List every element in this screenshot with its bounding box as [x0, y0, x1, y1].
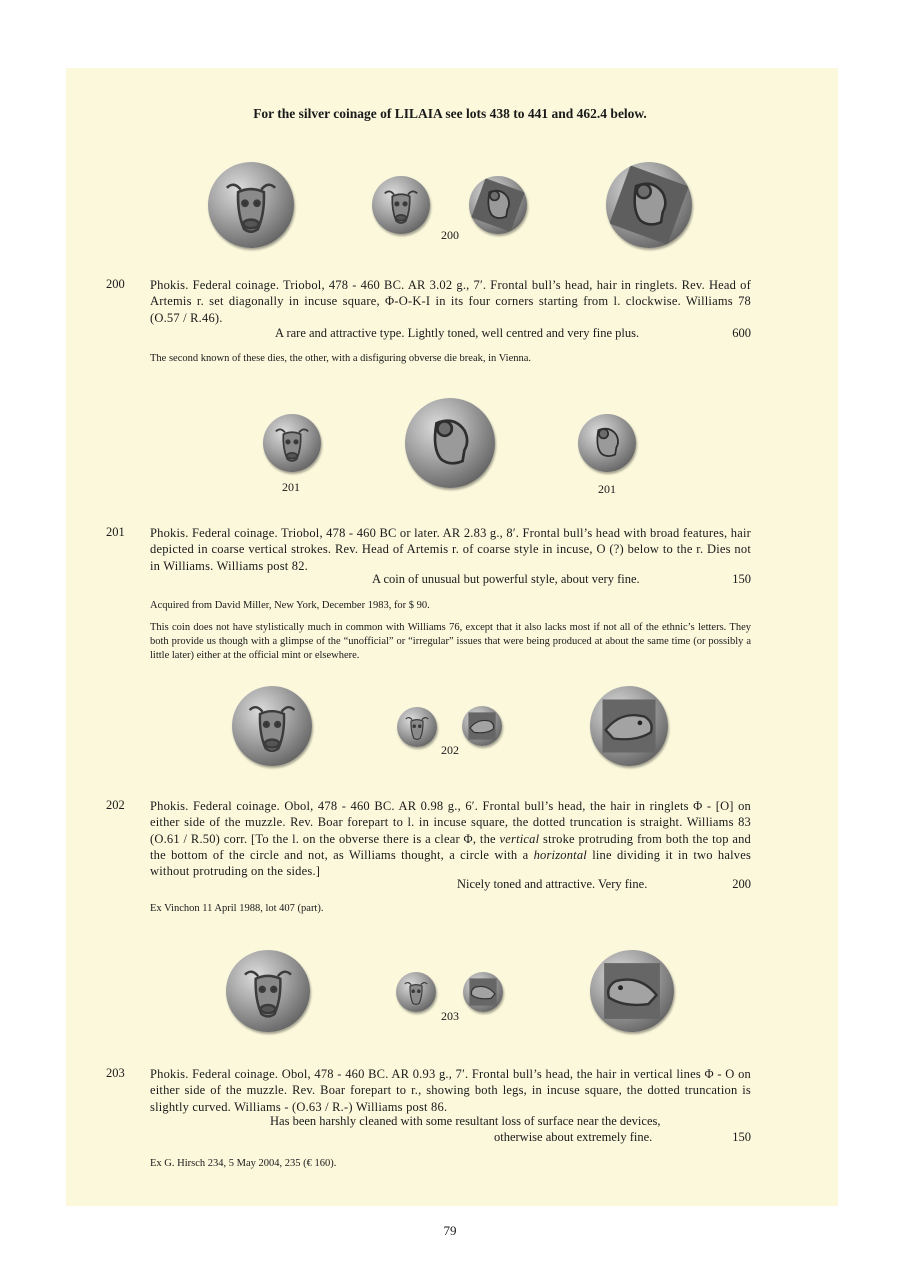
coin-image-bull-head — [397, 707, 437, 747]
image-lot-label: 201 — [598, 482, 616, 496]
lot-note: Ex G. Hirsch 234, 5 May 2004, 235 (€ 160). — [150, 1158, 337, 1169]
lot-note: Acquired from David Miller, New York, December 1983, for $ 90. — [150, 600, 430, 611]
lot-note: The second known of these dies, the other, with a disfiguring obverse die break, in Vienna. — [150, 353, 532, 364]
coin-image-bull-head — [232, 686, 312, 766]
lot-verdict: A coin of unusual but powerful style, about very fine. — [372, 572, 640, 586]
lot-description-part: Phokis. Federal coinage. Obol, 478 - 460 BC. AR 0.98 g., 6′. Frontal bull’s head, the hair in ringlets Φ - [O] on either side of the muzzle. Rev. Boar forepart to l. in incuse square, the dotted truncation is straight. Williams 83 (O.61 / R.50) corr. [To the l. on the obverse there is a clear Φ, the — [150, 799, 751, 846]
coin-image-artemis-head — [469, 176, 527, 234]
lot-verdict: Has been harshly cleaned with some resultant loss of surface near the devices, — [270, 1114, 661, 1128]
lot-estimate: 600 — [732, 326, 751, 340]
lot-note: Ex Vinchon 11 April 1988, lot 407 (part). — [150, 903, 324, 914]
lot-verdict: A rare and attractive type. Lightly toned, well centred and very fine plus. — [275, 326, 640, 340]
lot-description-emphasis: horizontal — [533, 847, 587, 862]
lot-note: This coin does not have stylistically much in common with Williams 76, except that it also lacks most if not all of the ethnic’s letters. They both provide us though with a glimpse of the “unofficial” or “irregular” issues that were being produced at about the same time (or possibly a little later) either at the official mint or elsewhere. — [150, 622, 751, 661]
lot-description: Phokis. Federal coinage. Triobol, 478 - 460 BC or later. AR 2.83 g., 8′. Frontal bull’s head with broad features, hair depicted in coarse vertical strokes. Rev. Head of Artemis r. of coarse style in incuse, O (?) below to the r. Dies not in Williams. Williams post 82. — [150, 526, 751, 573]
coin-image-artemis-head — [606, 162, 692, 248]
page-heading: For the silver coinage of LILAIA see lots 438 to 441 and 462.4 below. — [253, 106, 647, 121]
coin-image-boar-forepart — [590, 686, 668, 766]
lot-estimate: 150 — [732, 572, 751, 586]
coin-image-artemis-head — [578, 414, 636, 472]
lot-number: 200 — [106, 277, 125, 291]
coin-image-bull-head — [396, 972, 436, 1012]
lot-description: Phokis. Federal coinage. Obol, 478 - 460 BC. AR 0.93 g., 7′. Frontal bull’s head, the hair in vertical lines Φ - O on either side of the muzzle. Rev. Boar forepart to r., showing both legs, in incuse square, the dotted truncation is slightly curved. Williams - (O.63 / R.-) Williams post 86. — [150, 1067, 751, 1114]
lot-description-part: stroke protruding from both the top and the bottom of the circle and not, as Williams thought, a circle with a — [150, 831, 752, 862]
coin-image-boar-forepart — [462, 706, 502, 746]
coin-image-bull-head — [372, 176, 430, 234]
coin-image-bull-head — [226, 950, 310, 1032]
lot-estimate: 200 — [732, 877, 751, 891]
coin-image-boar-forepart — [590, 950, 674, 1032]
image-lot-label: 200 — [441, 228, 459, 242]
lot-description — [150, 798, 751, 879]
coin-image-artemis-head — [405, 398, 495, 488]
lot-verdict: otherwise about extremely fine. — [494, 1130, 653, 1144]
lot-verdict: Nicely toned and attractive. Very fine. — [457, 877, 648, 891]
lot-number: 203 — [106, 1066, 125, 1080]
coin-image-boar-forepart — [463, 972, 503, 1012]
coin-image-bull-head — [208, 162, 294, 248]
lot-estimate: 150 — [732, 1130, 751, 1144]
lot-number: 201 — [106, 525, 125, 539]
lot-number: 202 — [106, 798, 125, 812]
lot-description-emphasis: vertical — [499, 831, 540, 846]
lot-description-part: line dividing it in two halves without protruding on the sides.] — [150, 847, 752, 879]
page-number: 79 — [443, 1223, 457, 1238]
coin-image-bull-head — [263, 414, 321, 472]
image-lot-label: 201 — [282, 480, 300, 494]
image-lot-label: 202 — [441, 743, 459, 757]
lot-description: Phokis. Federal coinage. Triobol, 478 - 460 BC. AR 3.02 g., 7′. Frontal bull’s head, hair in ringlets. Rev. Head of Artemis r. set diagonally in incuse square, Φ-O-K-I in its four corners starting from l. clockwise. Williams 78 (O.57 / R.46). — [150, 278, 751, 325]
image-lot-label: 203 — [441, 1009, 459, 1023]
